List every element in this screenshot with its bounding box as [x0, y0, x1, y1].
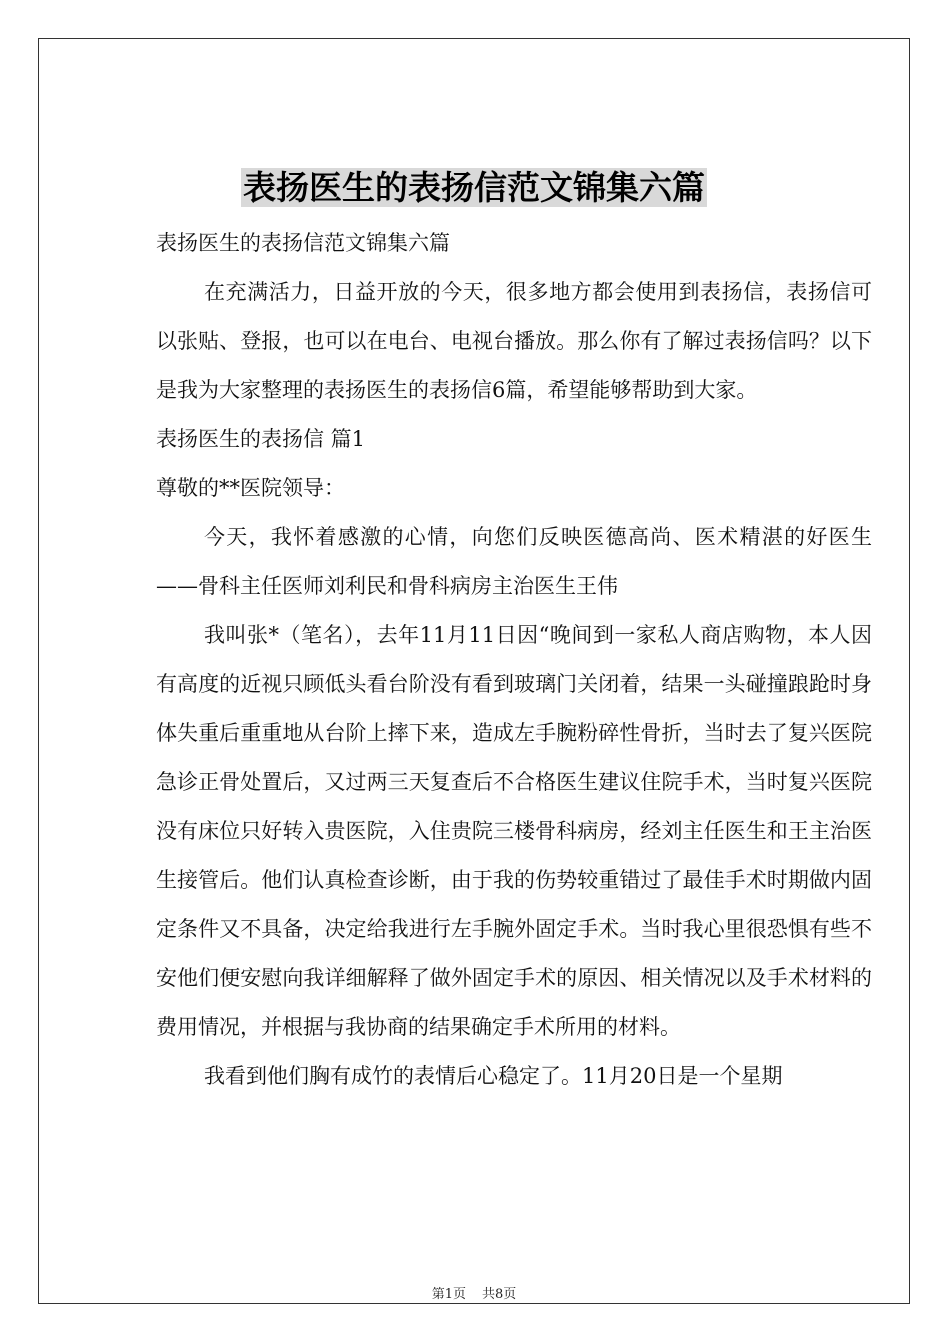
- letter-paragraph: 今天，我怀着感激的心情，向您们反映医德高尚、医术精湛的好医生——骨科主任医师刘利民和骨科病房主治医生王伟: [156, 525, 872, 598]
- letter-paragraph: 我叫张*（笔名），去年11月11日因“晚间到一家私人商店购物，本人因有高度的近视只顾低头看台阶没有看到玻璃门关闭着，结果一头碰撞踉跄时身体失重后重重地从台阶上摔下来，造成左手腕粉碎性骨折，当时去了复兴医院急诊正骨处置后，又过两三天复查后不合格医生建议住院手术，当时复兴医院没有床位只好转入贵医院，入住贵院三楼骨科病房，经刘主任医生和王主治医生接管后。他们认真检查诊断，由于我的伤势较重错过了最佳手术时期做内固定条件又不具备，决定给我进行左手腕外固定手术。当时我心里很恐惧有些不安他们便安慰向我详细解释了做外固定手术的原因、相关情况以及手术材料的费用情况，并根据与我协商的结果确定手术所用的材料。: [156, 623, 872, 1039]
- document-title: [39, 166, 909, 210]
- document-title-text: 表扬医生的表扬信范文锦集六篇: [243, 168, 705, 207]
- document-page: [38, 38, 910, 1304]
- page-total: 共8页: [482, 1287, 517, 1302]
- page-footer: [39, 1283, 909, 1302]
- page-number: 第1页: [431, 1287, 466, 1302]
- salutation: 尊敬的**医院领导：: [156, 476, 345, 500]
- letter-paragraph: 我看到他们胸有成竹的表情后心稳定了。11月20日是一个星期: [204, 1064, 783, 1088]
- subtitle-paragraph: 表扬医生的表扬信范文锦集六篇: [156, 231, 450, 255]
- document-body: [156, 219, 872, 1101]
- intro-paragraph: 在充满活力，日益开放的今天，很多地方都会使用到表扬信，表扬信可以张贴、登报，也可以在电台、电视台播放。那么你有了解过表扬信吗？以下是我为大家整理的表扬医生的表扬信6篇，希望能够帮助到大家。: [156, 280, 872, 402]
- section-heading: 表扬医生的表扬信 篇1: [156, 427, 366, 451]
